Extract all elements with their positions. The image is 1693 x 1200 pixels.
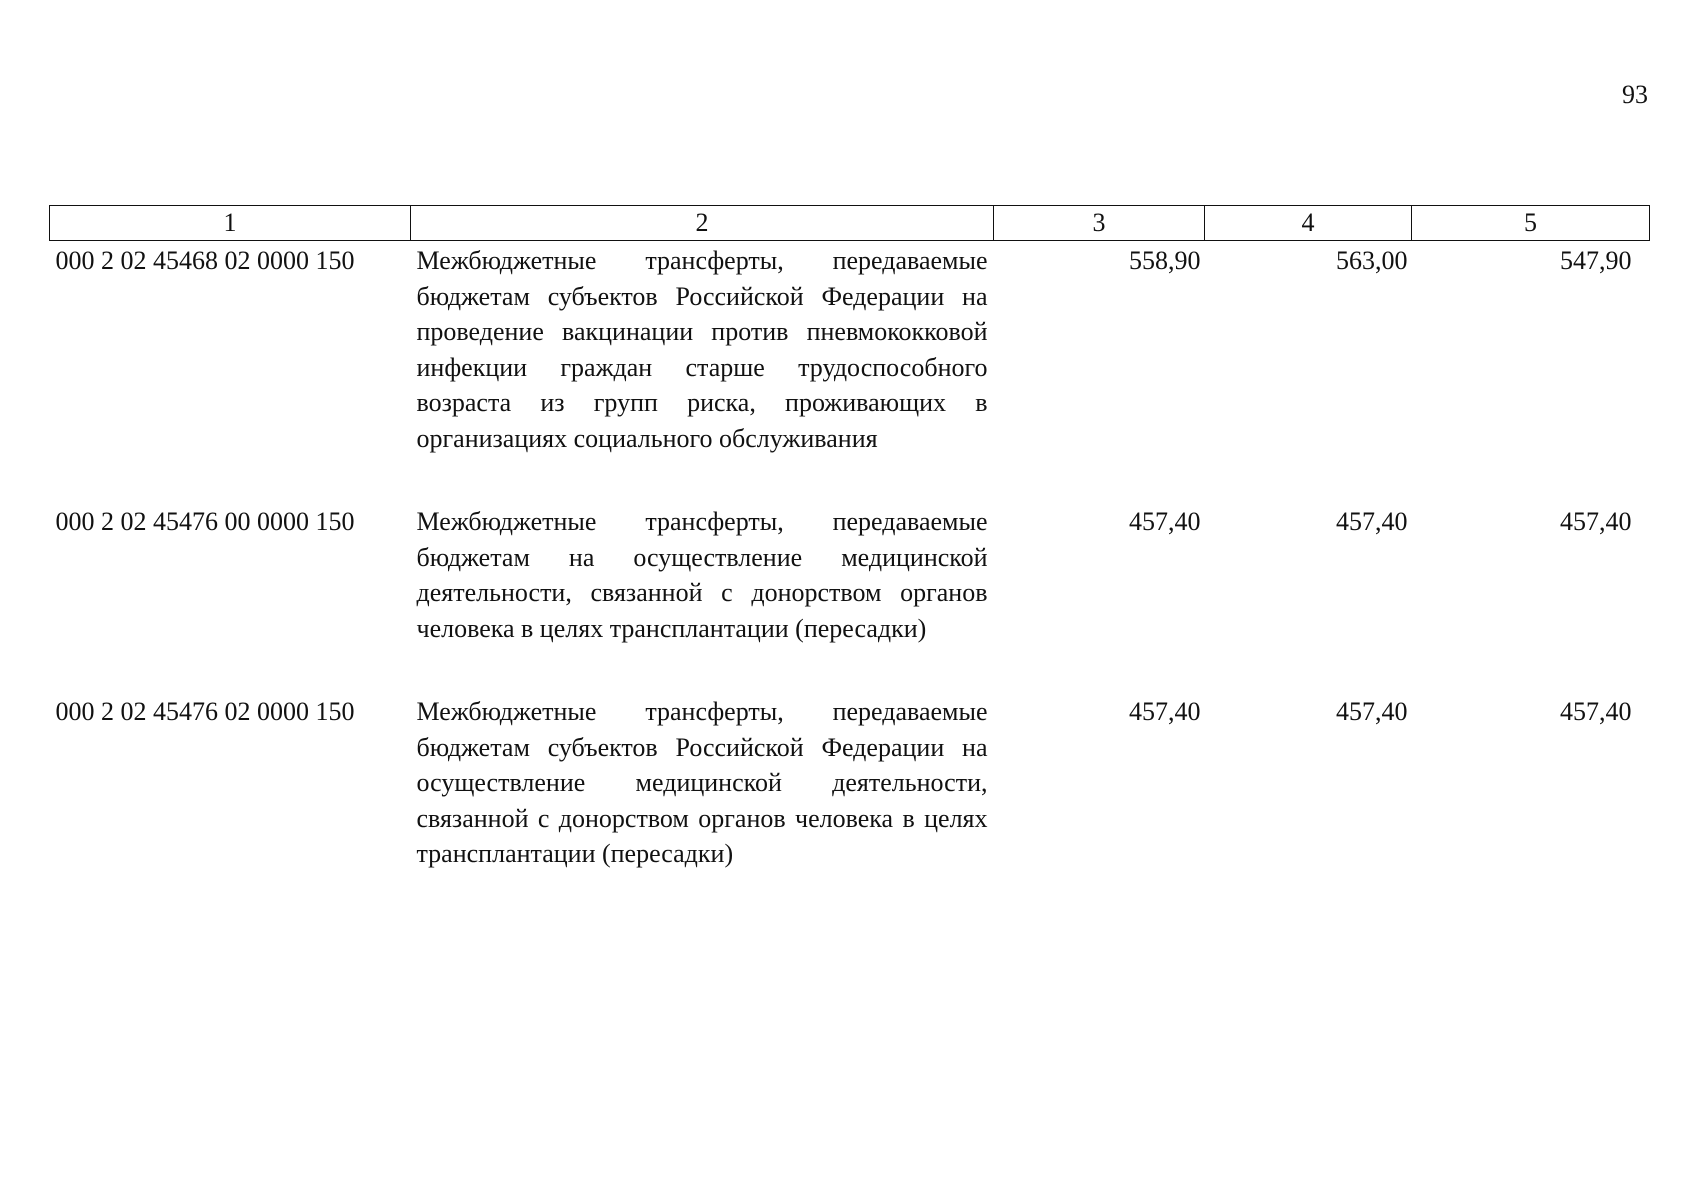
table-row xyxy=(50,692,1650,873)
value-col-3: 558,90 xyxy=(1129,246,1201,275)
value-col-4: 457,40 xyxy=(1336,507,1408,536)
page-number: 93 xyxy=(1622,80,1648,109)
column-header-4: 4 xyxy=(1205,206,1412,241)
value-col-3: 457,40 xyxy=(1129,507,1201,536)
column-header-3: 3 xyxy=(994,206,1205,241)
table-row xyxy=(50,502,1650,692)
value-col-4: 457,40 xyxy=(1336,697,1408,726)
budget-table xyxy=(49,205,1650,873)
value-col-5: 547,90 xyxy=(1560,246,1632,275)
column-header-1: 1 xyxy=(50,206,411,241)
table-header-row xyxy=(50,206,1650,241)
budget-code: 000 2 02 45468 02 0000 150 xyxy=(55,246,355,275)
budget-code: 000 2 02 45476 00 0000 150 xyxy=(55,507,355,536)
column-header-5: 5 xyxy=(1412,206,1650,241)
value-col-3: 457,40 xyxy=(1129,697,1201,726)
table-row xyxy=(50,241,1650,503)
row-description: Межбюджетные трансферты, передаваемые бюджетам на осуществление медицинской деятельности, связанной с донорством органов человека в целях трансплантации (пересадки) xyxy=(416,507,988,643)
budget-code: 000 2 02 45476 02 0000 150 xyxy=(55,697,355,726)
column-header-2: 2 xyxy=(411,206,994,241)
value-col-4: 563,00 xyxy=(1336,246,1408,275)
value-col-5: 457,40 xyxy=(1560,507,1632,536)
row-description: Межбюджетные трансферты, передаваемые бюджетам субъектов Российской Федерации на осуществление медицинской деятельности, связанной с донорством органов человека в целях трансплантации (пересадки) xyxy=(416,697,988,868)
row-description: Межбюджетные трансферты, передаваемые бюджетам субъектов Российской Федерации на проведение вакцинации против пневмококковой инфекции граждан старше трудоспособного возраста из групп риска, проживающих в организациях социального обслуживания xyxy=(416,246,988,453)
value-col-5: 457,40 xyxy=(1560,697,1632,726)
